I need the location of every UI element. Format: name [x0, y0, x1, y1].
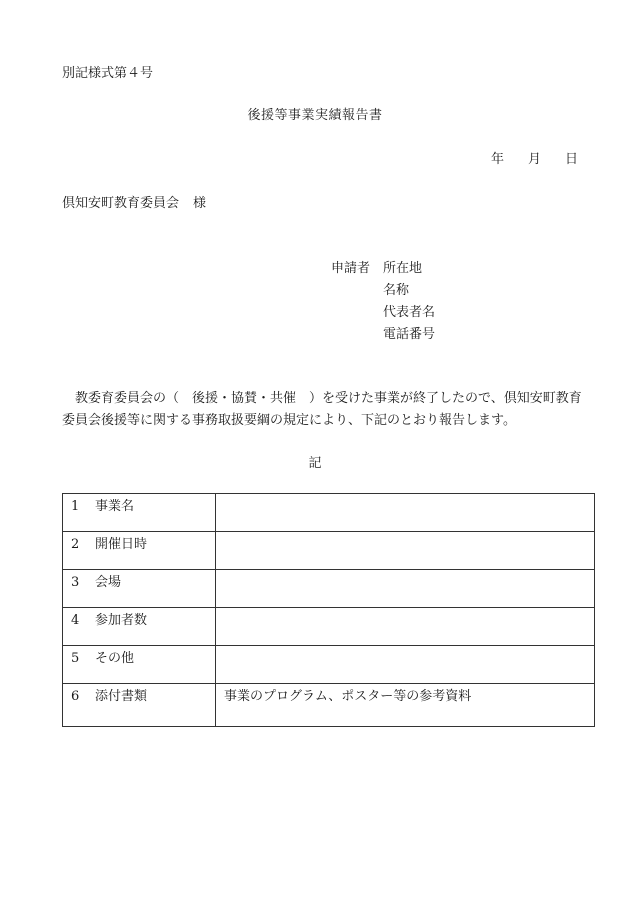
addressee — [62, 196, 206, 212]
date-year-label: 年 — [491, 152, 505, 167]
table-row — [63, 646, 595, 684]
row-number: 4 — [71, 613, 80, 628]
row-number: 3 — [71, 575, 80, 590]
row-number: 5 — [71, 651, 80, 666]
row-label: その他 — [95, 651, 135, 666]
row-label-cell — [63, 494, 216, 532]
row-label-cell — [63, 532, 216, 570]
addressee-honorific: 様 — [193, 196, 207, 211]
record-table — [62, 493, 595, 727]
form-number: 別記様式第４号 — [62, 66, 154, 81]
row-value-cell — [216, 570, 595, 608]
row-label: 開催日時 — [95, 537, 148, 552]
row-value-cell — [216, 646, 595, 684]
date-month-label: 月 — [528, 152, 542, 167]
date-day-label: 日 — [565, 152, 579, 167]
applicant-field-phone: 電話番号 — [383, 327, 436, 342]
applicant-label: 申請者 — [331, 261, 371, 276]
table-row — [63, 494, 595, 532]
table-row — [63, 684, 595, 727]
body-paragraph: 教委育委員会の（ 後援・協賛・共催 ）を受けた事業が終了したので、倶知安町教育委員会後援等に関する事務取扱要綱の規定により、下記のとおり報告します。 — [62, 391, 582, 428]
row-label-cell — [63, 646, 216, 684]
row-number: 6 — [71, 689, 80, 704]
applicant-field-name: 名称 — [383, 283, 410, 298]
row-number: 1 — [71, 499, 80, 514]
document-title: 後援等事業実績報告書 — [247, 108, 383, 123]
row-label-cell — [63, 608, 216, 646]
table-row — [63, 608, 595, 646]
row-value-cell — [216, 532, 595, 570]
row-label: 事業名 — [95, 499, 135, 514]
row-number: 2 — [71, 537, 80, 552]
row-label-cell — [63, 570, 216, 608]
row-label: 会場 — [95, 575, 122, 590]
table-row — [63, 570, 595, 608]
applicant-field-address: 所在地 — [383, 261, 423, 276]
table-row — [63, 532, 595, 570]
row-label: 添付書類 — [95, 689, 148, 704]
ki-heading: 記 — [308, 456, 322, 471]
row-label: 参加者数 — [95, 613, 148, 628]
date-line — [491, 152, 578, 168]
addressee-name: 倶知安町教育委員会 — [62, 196, 180, 211]
row-value-cell: 事業のプログラム、ポスター等の参考資料 — [216, 684, 595, 727]
row-label-cell — [63, 684, 216, 727]
applicant-field-representative: 代表者名 — [383, 305, 436, 320]
row-value-cell — [216, 608, 595, 646]
row-value-cell — [216, 494, 595, 532]
